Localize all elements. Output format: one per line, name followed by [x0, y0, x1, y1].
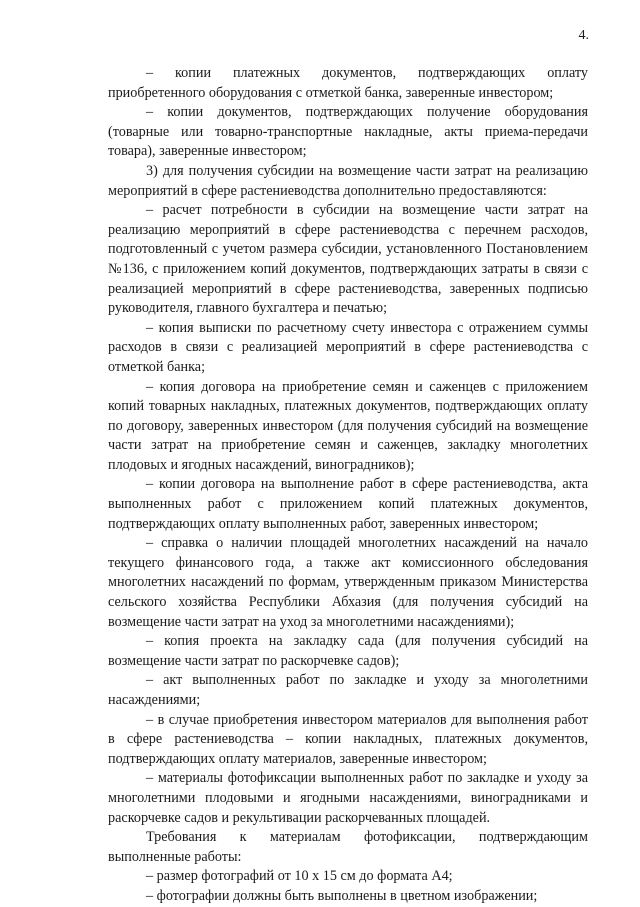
- paragraph: – размер фотографий от 10 х 15 см до формата А4;: [146, 868, 453, 885]
- paragraph: – копия выписки по расчетному счету инвестора с отражением суммы расходов в связи с реализацией мероприятий в сфере растениеводства с отметкой банка;: [108, 319, 588, 375]
- paragraph: – фотографии должны быть выполнены в цветном изображении;: [146, 887, 538, 904]
- paragraph: 3) для получения субсидии на возмещение части затрат на реализацию мероприятий в сфере растениеводства дополнительно предоставляются:: [108, 162, 588, 199]
- paragraph: – акт выполненных работ по закладке и уходу за многолетними насаждениями;: [108, 672, 588, 708]
- paragraph: – расчет потребности в субсидии на возмещение части затрат на реализацию мероприятий в сфере растениеводства с перечнем расходов, подготовленный с учетом размера субсидии, установленного Постановлением №136, с приложением копий документов, подтверждающих затраты в связи с реализацией мероприятий в сфере растениеводства, заверенных подписью руководителя, главного бухгалтера и печатью;: [108, 202, 588, 317]
- paragraph: – справка о наличии площадей многолетних насаждений на начало текущего финансового года, а также акт комиссионного обследования многолетних насаждений по формам, утвержденным приказом Министерства сельского хозяйства Республики Абхазия (для получения субсидий на возмещение части затрат на уход за многолетними насаждениями);: [108, 535, 588, 630]
- paragraph: – материалы фотофиксации выполненных работ по закладке и уходу за многолетними плодовыми и ягодными насаждениями, виноградниками и раскорчевке садов и рекультивации раскорчеванных площадей.: [108, 770, 588, 826]
- document-body: [108, 64, 588, 907]
- paragraph: – копии договора на выполнение работ в сфере растениеводства, акта выполненных работ с приложением копий платежных документов, подтверждающих оплату выполненных работ, заверенных инвестором;: [108, 476, 588, 532]
- paragraph: – в случае приобретения инвестором материалов для выполнения работ в сфере растениеводства – копии накладных, платежных документов, подтверждающих оплату материалов, заверенные инвестором;: [108, 711, 588, 767]
- paragraph: – копия договора на приобретение семян и саженцев с приложением копий товарных накладных, платежных документов, подтверждающих оплату по договору, заверенных инвестором (для получения субсидий на возмещение части затрат на приобретение семян и саженцев, закладку многолетних плодовых и ягодных насаждений, виноградников);: [108, 378, 588, 473]
- paragraph: Требования к материалам фотофиксации, подтверждающим выполненные работы:: [108, 829, 588, 865]
- paragraph: – копия проекта на закладку сада (для получения субсидий на возмещение части затрат по раскорчевке садов);: [108, 633, 588, 669]
- paragraph: – копии платежных документов, подтверждающих оплату приобретенного оборудования с отметкой банка, заверенные инвестором;: [108, 65, 588, 101]
- page-number: 4.: [578, 28, 589, 43]
- paragraph: – копии документов, подтверждающих получение оборудования (товарные или товарно-транспортные накладные, акты приема-передачи товара), заверенные инвестором;: [108, 104, 588, 160]
